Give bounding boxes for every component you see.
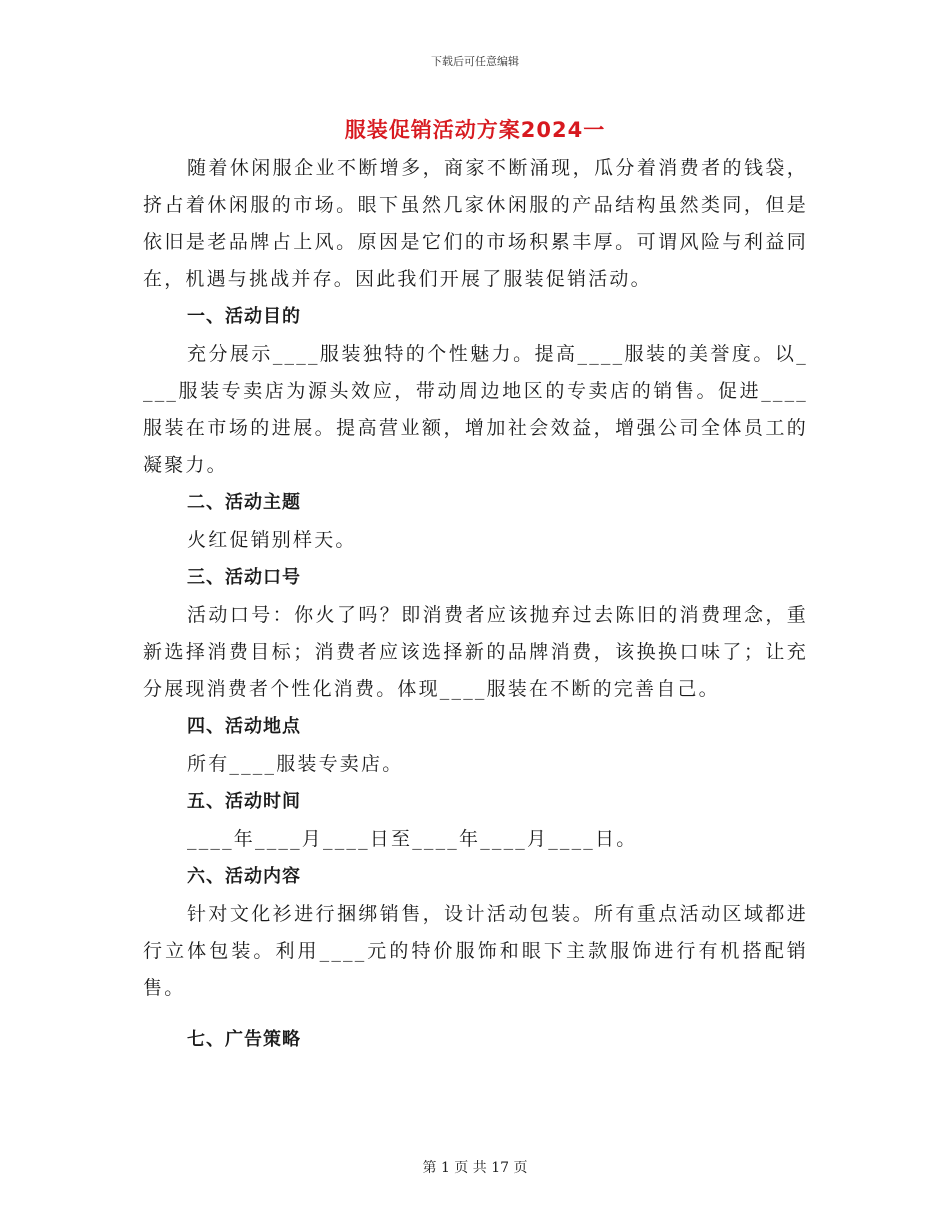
intro-paragraph: 随着休闲服企业不断增多，商家不断涌现，瓜分着消费者的钱袋，挤占着休闲服的市场。眼下虽然几家休闲服的产品结构虽然类同，但是依旧是老品牌占上风。原因是它们的市场积累丰厚。可谓风险与利益同在，机遇与挑战并存。因此我们开展了服装促销活动。 bbox=[143, 157, 808, 290]
document-body bbox=[143, 150, 808, 1059]
section-body-purpose: 充分展示____服装独特的个性魅力。提高____服装的美誉度。以____服装专卖店为源头效应，带动周边地区的专卖店的销售。促进____服装在市场的进展。提高营业额，增加社会效益，增强公司全体员工的凝聚力。 bbox=[143, 343, 808, 476]
section-heading-location: 四、活动地点 bbox=[187, 716, 301, 737]
page-footer: 第 1 页 共 17 页 bbox=[422, 1160, 528, 1176]
section-body-location: 所有____服装专卖店。 bbox=[187, 753, 404, 775]
section-heading-theme: 二、活动主题 bbox=[187, 492, 301, 513]
section-body-time: ____年____月____日至____年____月____日。 bbox=[187, 828, 638, 850]
section-heading-purpose: 一、活动目的 bbox=[187, 306, 301, 327]
section-heading-slogan: 三、活动口号 bbox=[187, 567, 301, 588]
section-body-slogan: 活动口号：你火了吗？即消费者应该抛弃过去陈旧的消费理念，重新选择消费目标；消费者应该选择新的品牌消费，该换换口味了；让充分展现消费者个性化消费。体现____服装在不断的完善自己。 bbox=[143, 604, 808, 700]
section-body-content: 针对文化衫进行捆绑销售，设计活动包装。所有重点活动区域都进行立体包装。利用____元的特价服饰和眼下主款服饰进行有机搭配销售。 bbox=[143, 903, 808, 999]
section-body-theme: 火红促销别样天。 bbox=[187, 529, 357, 551]
header-note: 下载后可任意编辑 bbox=[431, 55, 519, 68]
section-heading-time: 五、活动时间 bbox=[187, 791, 301, 812]
section-heading-advertising: 七、广告策略 bbox=[187, 1029, 301, 1050]
section-heading-content: 六、活动内容 bbox=[187, 866, 301, 887]
document-title: 服装促销活动方案2024一 bbox=[344, 118, 606, 142]
